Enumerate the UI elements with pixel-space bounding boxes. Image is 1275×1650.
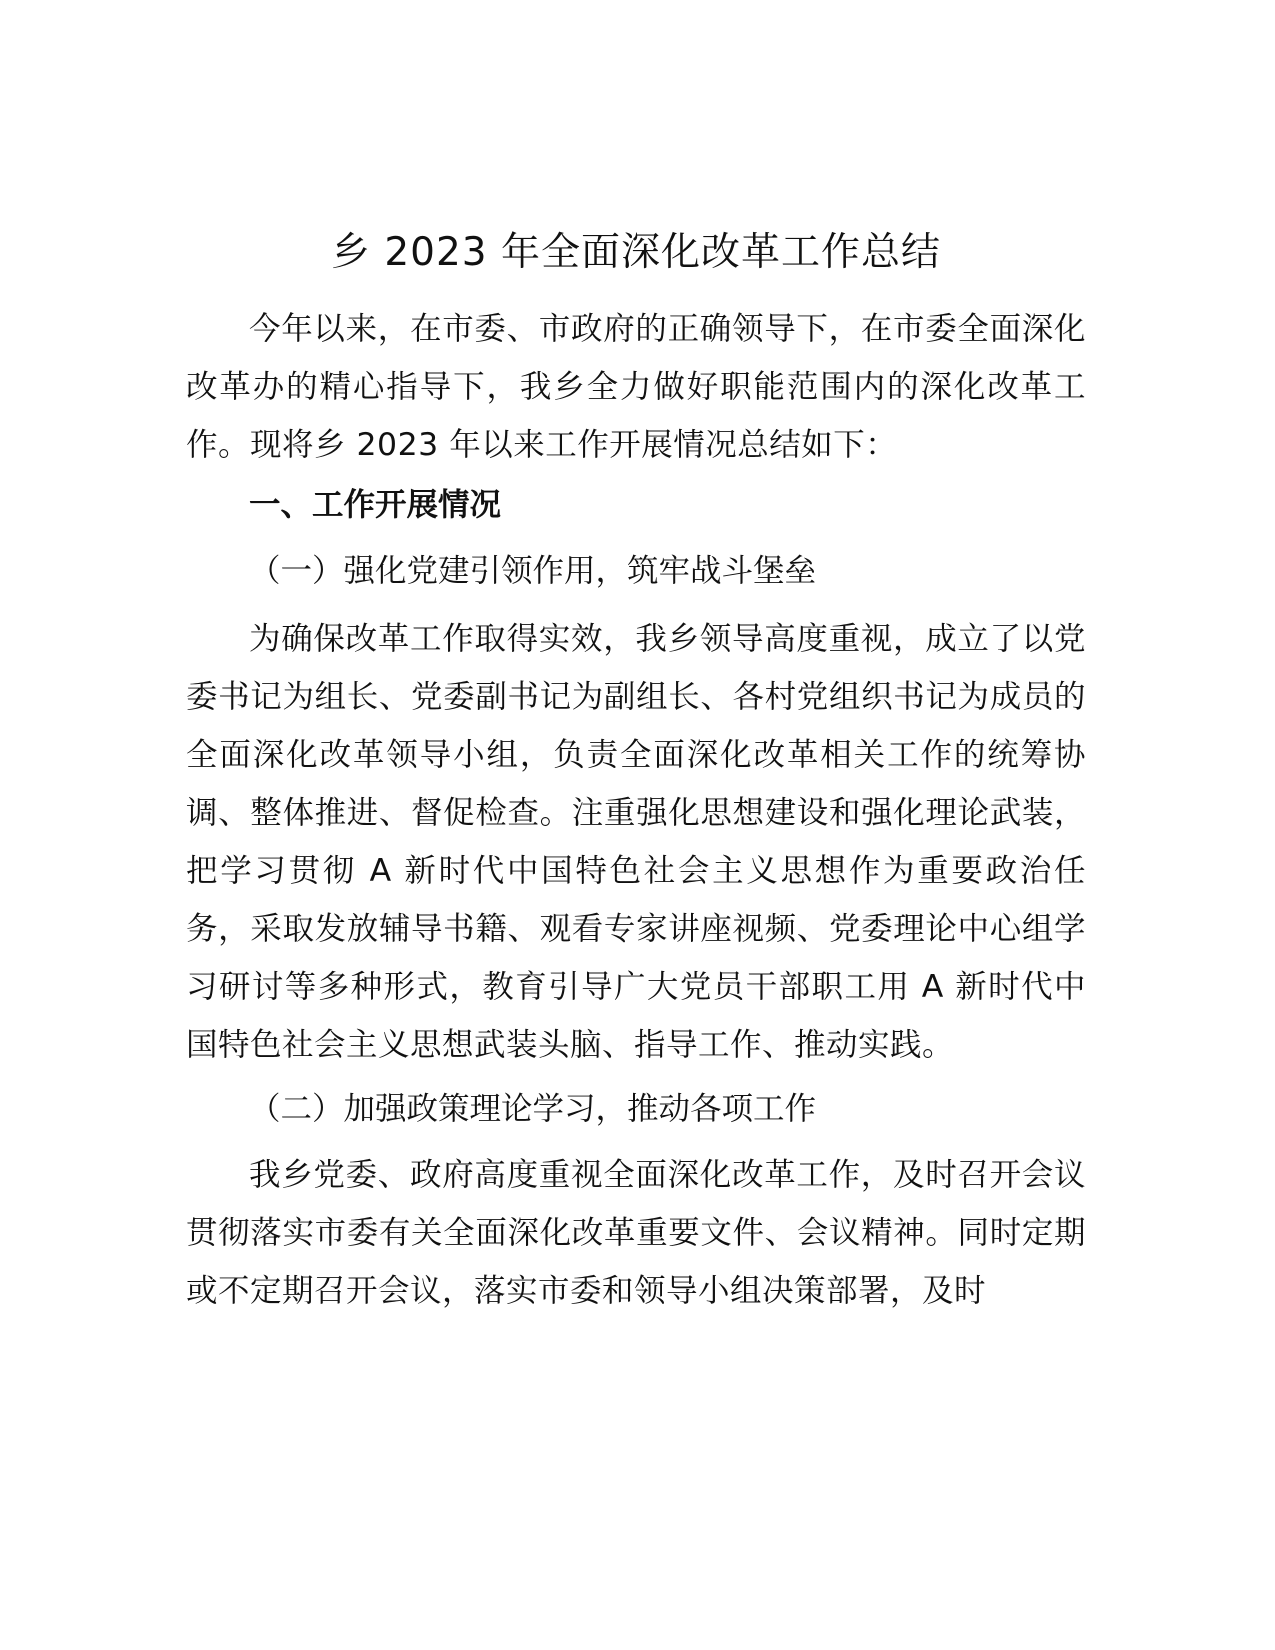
document-title: 乡 2023 年全面深化改革工作总结 [330, 230, 942, 275]
section-heading-work-status: 一、工作开展情况 [249, 487, 502, 523]
subsection-heading-policy-study: （二）加强政策理论学习，推动各项工作 [249, 1091, 817, 1127]
subsection-heading-party-building: （一）强化党建引领作用，筑牢战斗堡垒 [249, 553, 817, 589]
subsection-paragraph-policy-study: 我乡党委、政府高度重视全面深化改革工作，及时召开会议贯彻落实市委有关全面深化改革重要文件、会议精神。同时定期或不定期召开会议，落实市委和领导小组决策部署，及时 [186, 1157, 1086, 1309]
document-body [186, 218, 1086, 1320]
intro-paragraph: 今年以来，在市委、市政府的正确领导下，在市委全面深化改革办的精心指导下，我乡全力做好职能范围内的深化改革工作。现将乡 2023 年以来工作开展情况总结如下： [186, 311, 1086, 463]
subsection-paragraph-party-building: 为确保改革工作取得实效，我乡领导高度重视，成立了以党委书记为组长、党委副书记为副组长、各村党组织书记为成员的全面深化改革领导小组，负责全面深化改革相关工作的统筹协调、整体推进、督促检查。注重强化思想建设和强化理论武装，把学习贯彻 A 新时代中国特色社会主义思想作为重要政治任务，采取发放辅导书籍、观看专家讲座视频、党委理论中心组学习研讨等多种形式，教育引导广大党员干部职工用 A 新时代中国特色社会主义思想武装头脑、指导工作、推动实践。 [186, 621, 1086, 1063]
